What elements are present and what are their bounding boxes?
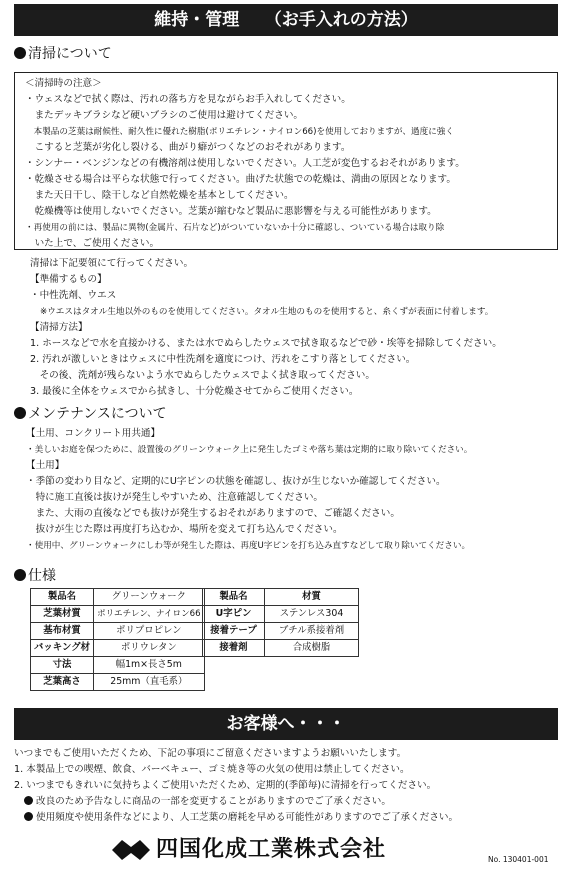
caution-line: ・シンナー・ベンジンなどの有機溶剤は使用しないでください。人工芝が変色するおそれがあります。	[25, 158, 465, 169]
company-name: 四国化成工業株式会社	[156, 837, 387, 862]
table-row	[31, 623, 205, 640]
spec-table-accessories	[202, 588, 359, 657]
spec-value: ポリプロピレン	[93, 623, 204, 640]
prep-heading: 【準備するもの】	[30, 274, 107, 285]
soil-heading: 【土用】	[26, 460, 65, 471]
spec-key: U字ピン	[203, 606, 265, 623]
spec-key: 接着剤	[203, 640, 265, 657]
soil-line: また、大雨の直後などでも抜けが発生するおそれがありますので、ご確認ください。	[26, 508, 400, 519]
table-row	[203, 606, 359, 623]
soil-line: 抜けが生じた際は再度打ち込むか、場所を変えて打ち込んでください。	[26, 524, 343, 535]
caution-line: またデッキブラシなど硬いブラシのご使用は避けてください。	[25, 110, 304, 121]
caution-line: ・乾燥させる場合は平らな状態で行ってください。曲げた状態での乾燥は、満曲の原因となります。	[25, 174, 456, 185]
table-row	[31, 657, 205, 674]
table-row	[31, 606, 205, 623]
table-row	[203, 623, 359, 640]
bullet-dot-icon	[24, 812, 33, 821]
spec-key: 基布材質	[31, 623, 94, 640]
spec-key: 寸法	[31, 657, 94, 674]
spec-value: 幅1m×長さ5m	[93, 657, 204, 674]
spec-table-main	[30, 588, 205, 691]
caution-line: いた上で、ご使用ください。	[25, 238, 160, 249]
customer-note: 改良のため予告なしに商品の一部を変更することがありますのでご了承ください。	[14, 794, 458, 810]
maintenance-section-title: メンテナンスについて	[14, 404, 167, 424]
caution-line: ・再使用の前には、製品に異物(金属片、石片など)がついていないか十分に確認し、ついている場合は取り除	[25, 223, 445, 233]
method-step: 2. 汚れが激しいときはウェスに中性洗剤を適度につけ、汚れをこすり落としてください。	[30, 354, 416, 365]
soil-line: 特に施工直後は抜けが発生しやすいため、注意確認してください。	[26, 492, 324, 503]
table-row	[203, 640, 359, 657]
method-heading: 【清掃方法】	[30, 322, 88, 333]
method-step: 3. 最後に全体をウェスでから拭きし、十分乾燥させてからご使用ください。	[30, 386, 359, 397]
bullet-dot-icon	[14, 569, 26, 581]
table-row	[31, 640, 205, 657]
spec-section-title: 仕様	[14, 566, 56, 586]
bullet-dot-icon	[24, 796, 33, 805]
spec-key: 芝葉高さ	[31, 674, 94, 691]
spec-value: 合成樹脂	[265, 640, 359, 657]
spec-key: 芝葉材質	[31, 606, 94, 623]
common-item: ・美しいお庭を保つために、設置後のグリーンウォーク上に発生したゴミや落ち葉は定期的に取り除いてください。	[26, 445, 473, 455]
caution-line: 本製品の芝葉は耐候性、耐久性に優れた樹脂(ポリエチレン・ナイロン66)を使用しておりますが、過度に強く	[25, 127, 454, 137]
customer-banner: お客様へ・・・	[14, 708, 558, 740]
prep-note: ※ウエスはタオル生地以外のものを使用してください。タオル生地のものを使用すると、糸くずが表面に付着します。	[40, 307, 494, 317]
spec-value: 材質	[265, 589, 359, 606]
table-row	[203, 589, 359, 606]
caution-line: ・ウェスなどで拭く際は、汚れの落ち方を見ながらお手入れしてください。	[25, 94, 351, 105]
table-row	[31, 674, 205, 691]
bullet-dot-icon	[14, 407, 26, 419]
spec-value: ポリウレタン	[93, 640, 204, 657]
spec-key: バッキング材	[31, 640, 94, 657]
spec-key: 製品名	[31, 589, 94, 606]
maintenance-content	[26, 426, 472, 554]
customer-note: 使用頻度や使用条件などにより、人工芝葉の磨耗を早める可能性がありますのでご了承ください。	[14, 810, 458, 826]
spec-value: ブチル系接着剤	[265, 623, 359, 640]
spec-value: 25mm（直毛系）	[93, 674, 204, 691]
page-header-banner: 維持・管理 （お手入れの方法）	[14, 4, 558, 36]
customer-item: 2. いつまでもきれいに気持ちよくご使用いただくため、定期的(季節毎)に清掃を行ってください。	[14, 780, 437, 791]
prep-item: ・中性洗剤、ウエス	[30, 290, 117, 301]
common-heading: 【土用、コンクリート用共通】	[26, 428, 161, 439]
method-step: 1. ホースなどで水を直接かける、または水でぬらしたウェスで拭き取るなどで砂・埃等を掃除してください。	[30, 338, 502, 349]
spec-key: 接着テープ	[203, 623, 265, 640]
customer-intro: いつまでもご使用いただくため、下記の事項にご留意くださいますようお願いいたします。	[14, 748, 407, 759]
caution-line: こすると芝葉が劣化し裂ける、曲がり癖がつくなどのおそれがあります。	[25, 142, 351, 153]
method-step: その後、洗剤が残らないよう水でぬらしたウェスでよく拭き取ってください。	[30, 370, 375, 381]
caution-line: ＜清掃時の注意＞	[25, 78, 102, 89]
soil-line: ・季節の変わり目など、定期的にU字ピンの状態を確認し、抜けが生じないか確認してください。	[26, 476, 446, 487]
spec-value: グリーンウォーク	[93, 589, 204, 606]
cleaning-procedure	[30, 256, 502, 400]
customer-item: 1. 本製品上での喫煙、飲食、バーベキュー、ゴミ焼き等の火気の使用は禁止してください。	[14, 764, 410, 775]
caution-line: 乾燥機等は使用しないでください。芝葉が縮むなど製品に悪影響を与える可能性があります。	[25, 206, 437, 217]
spec-key: 製品名	[203, 589, 265, 606]
soil-line: ・使用中、グリーンウォークにしわ等が発生した際は、再度U字ピンを打ち込み直すなどして取り除いてください。	[26, 541, 471, 551]
cleaning-section-title: 清掃について	[14, 44, 112, 64]
customer-content	[14, 746, 458, 826]
document-number: No. 130401-001	[488, 855, 549, 864]
company-logo	[112, 836, 386, 864]
cleaning-intro: 清掃は下記要領にて行ってください。	[30, 258, 194, 269]
caution-line: また天日干し、陰干しなど自然乾燥を基本としてください。	[25, 190, 294, 201]
company-mark-icon	[112, 839, 150, 861]
bullet-dot-icon	[14, 47, 26, 59]
cleaning-caution-box	[14, 72, 558, 250]
table-row	[31, 589, 205, 606]
spec-value: ステンレス304	[265, 606, 359, 623]
spec-value: ポリエチレン、ナイロン66	[93, 606, 204, 623]
